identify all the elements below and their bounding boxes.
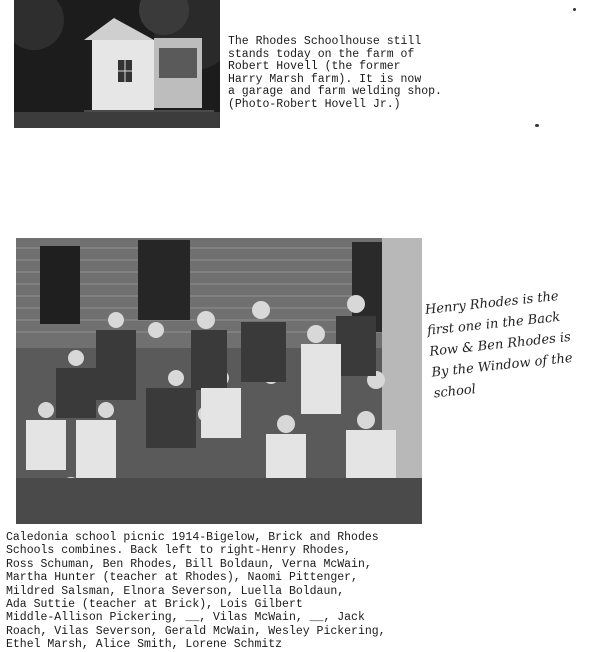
- school-picnic-photo: [16, 238, 422, 524]
- scan-speck: [573, 8, 576, 11]
- schoolhouse-photo-image: [14, 0, 220, 128]
- school-picnic-photo-image: [16, 238, 422, 524]
- schoolhouse-photo: [14, 0, 220, 128]
- handwritten-note: Henry Rhodes is the first one in the Back Row & Ben Rhodes is By the Window of the school: [424, 288, 574, 402]
- picnic-caption: Caledonia school picnic 1914-Bigelow, Brick and Rhodes Schools combines. Back left to right-Henry Rhodes, Ross Schuman, Ben Rhodes, Bill Boldaun, Verna McWain, Martha Hunter (teacher at Rhodes), Naomi Pittenger, Mildred Salsman, Elnora Severson, Luella Boldaun, Ada Suttie (teacher at Brick), Lois Gilbert Middle-Allison Pickering, __, Vilas McWain, __, Jack Roach, Vilas Severson, Gerald McWain, Wesley Pickering, Ethel Marsh, Alice Smith, Lorene Schmitz: [6, 531, 386, 652]
- schoolhouse-caption: The Rhodes Schoolhouse still stands today on the farm of Robert Hovell (the former Harry Marsh farm). It is now a garage and farm welding shop. (Photo-Robert Hovell Jr.): [228, 35, 442, 111]
- scan-speck: [535, 124, 539, 127]
